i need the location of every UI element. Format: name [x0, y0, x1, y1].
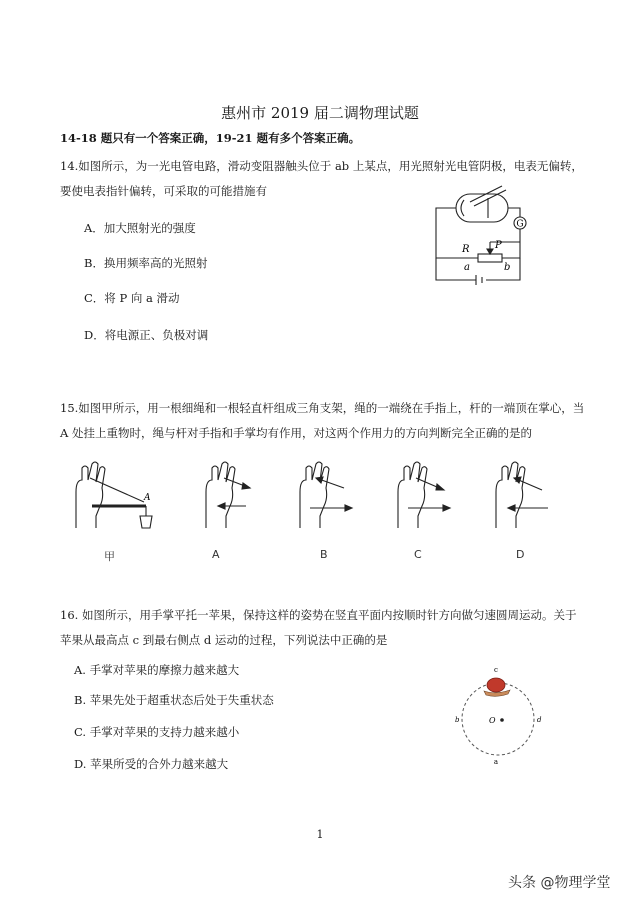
q14-option-d: D．将电源正、负极对调 — [84, 328, 209, 342]
label-a-point: a — [493, 758, 499, 766]
watermark: 头条 @物理学堂 — [508, 875, 611, 891]
q15-text: 15.如图甲所示，用一根细绳和一根轻直杆组成三角支架，绳的一端绕在手指上，杆的一端顶在掌心，当 A 处挂上重物时，绳与杆对手指和手掌均有作用，对这两个作用力的方向判断完全正确的是的 — [60, 401, 585, 440]
q16-option-c: C. 手掌对苹果的支持力越来越小 — [74, 725, 240, 739]
label-b: b — [504, 262, 511, 273]
photocell-tube — [456, 194, 508, 222]
center-point — [500, 718, 504, 722]
q15-figure-a — [196, 458, 256, 532]
label-a: a — [464, 262, 470, 273]
caption-a: A — [212, 548, 220, 561]
q16-option-d: D. 苹果所受的合外力越来越大 — [74, 757, 229, 771]
q14-text: 14.如图所示，为一光电管电路，滑动变阻器触头位于 ab 上某点，用光照射光电管阴极，电表无偏转，要使电表指针偏转，可采取的可能措施有 — [60, 159, 583, 198]
galvanometer-label: G — [516, 219, 524, 230]
label-d: d — [537, 716, 542, 724]
page-title: 惠州市 2019 届二调物理试题 — [221, 104, 419, 122]
rope-jia — [90, 478, 144, 502]
label-p: P — [495, 240, 502, 251]
circular-motion-figure — [446, 662, 550, 766]
q15-figure-jia — [66, 458, 166, 532]
photocell-cathode — [461, 200, 464, 216]
q14-option-b: B．换用频率高的光照射 — [84, 256, 208, 270]
caption-jia: 甲 — [104, 550, 115, 563]
label-c: c — [494, 666, 498, 674]
label-r: R — [462, 244, 470, 255]
q15-figure-b — [290, 458, 356, 532]
q16-option-b: B. 苹果先处于超重状态后处于失重状态 — [74, 693, 274, 707]
q15-figure-d — [486, 458, 552, 532]
caption-b: B — [320, 548, 328, 561]
rheostat-resistor — [478, 254, 502, 262]
label-b-point: b — [455, 716, 460, 724]
q16-option-a: A. 手掌对苹果的摩擦力越来越大 — [74, 663, 240, 677]
hand-jia — [76, 462, 105, 528]
label-o: O — [489, 716, 496, 725]
q14-option-c: C．将 P 向 a 滑动 — [84, 291, 180, 305]
q16-text: 16. 如图所示，用手掌平托一苹果，保持这样的姿势在竖直平面内按顺时针方向做匀速圆周运动。关于苹果从最高点 c 到最右侧点 d 运动的过程，下列说法中正确的是 — [60, 608, 577, 647]
caption-c: C — [414, 548, 422, 561]
point-a-label: A — [144, 493, 151, 503]
page-number: 1 — [316, 828, 324, 841]
apple — [487, 678, 505, 692]
weight-jia — [140, 516, 152, 528]
caption-d: D — [516, 548, 525, 561]
photoelectric-circuit-figure — [428, 182, 544, 286]
instruction: 14-18 题只有一个答案正确，19-21 题有多个答案正确。 — [60, 131, 361, 145]
q14-option-a: A．加大照射光的强度 — [84, 221, 196, 235]
q15-figure-c — [388, 458, 454, 532]
